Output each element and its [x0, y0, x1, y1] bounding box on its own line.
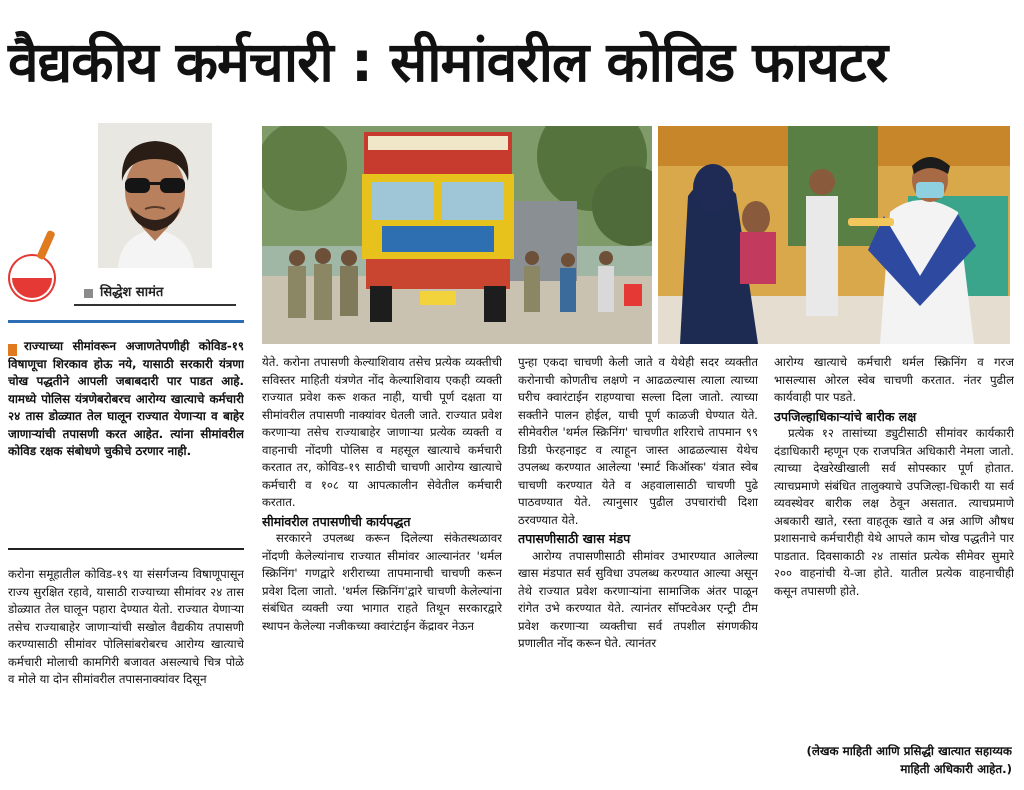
health-screening-photo [658, 126, 1010, 344]
column-2-paragraph-2: सरकारने उपलब्ध करून दिलेल्या संकेतस्थळावर नोंदणी केलेल्यांनाच राज्यात सीमांवर आल्यानंतर 'थर्मल स्क्रिनिंग' गणद्वारे शरीराच्या तापमानाची चाचणी करून प्रवेश दिला जातो. 'थर्मल स्क्रिनिंग'द्वारे चाचणी केलेल्यांना संबंधित व्यक्ती ज्या भागात राहते तिथून सरकारद्वारे स्थापन केलेल्या नजीकच्या क्वारंटाईन केंद्रावर नेऊन [262, 531, 502, 633]
article-column-2 [262, 354, 502, 782]
author-photo [98, 123, 212, 268]
column-2-paragraph-1: येते. करोना तपासणी केल्याशिवाय तसेच प्रत्येक व्यक्तीची सविस्तर माहिती यंत्रणेत नोंद केल्याशिवाय एकही व्यक्ती राज्यात प्रवेश करू शकत नाही, याची पूर्ण दक्षता या सीमांवरील तपासणी नाक्यांवर घेतली जाते. राज्यात प्रवेश करणाऱ्या तसेच राज्याबाहेर जाणाऱ्या प्रत्येक व्यक्ती व वाहनाची नोंदणी पोलिस व महसूल खात्याचे कर्मचारी करतात तर, कोविड-१९ साठीची चाचणी आरोग्य खात्याचे कर्मचारी व १०८ या आपत्कालीन सेवेतील कर्मचारी करतात. [262, 355, 502, 509]
article-column-3 [518, 354, 758, 782]
byline-rule [74, 304, 236, 306]
author-credit-note: (लेखक माहिती आणि प्रसिद्धी खात्यात सहाय्यक माहिती अधिकारी आहेत.) [806, 744, 1012, 776]
article-column-1 [8, 566, 244, 780]
column-1-paragraph: करोना समूहातील कोविड-१९ या संसर्गजन्य विषाणूपासून राज्य सुरक्षित रहावे, यासाठी राज्याच्या सीमांवर २४ तास डोळ्यात तेल घालून पहारा देण्यात येतो. राज्यात येणाऱ्या तसेच राज्याबाहेर जाणाऱ्यांची सखोल वैद्यकीय तपासणी करण्यासाठी सीमांवर पोलिसांबरोबरच आरोग्य खात्याचे कर्मचारी मोलाची कामगिरी बजावत असल्याचे चित्र पोळे व मोले या दोन सीमांवरील तपासनाक्यांवर दिसून [8, 567, 244, 686]
lead-paragraph: राज्याच्या सीमांवरून अजाणतेपणीही कोविड-१९ विषाणूचा शिरकाव होऊ नये, यासाठी सरकारी यंत्रणा चोख पद्धतीने आपली जबाबदारी पार पाडत आहे. यामध्ये पोलिस यंत्रणेबरोबरच आरोग्य खात्याचे कर्मचारी २४ तास डोळ्यात तेल घालून राज्यात येणाऱ्या व बाहेर जाणाऱ्यांची तपासणी करत आहेत. त्यांना सीमांवरील कोविड रक्षक संबोधणे चुकीचे ठरणार नाही. [8, 339, 244, 458]
column-3-paragraph-1: पुन्हा एकदा चाचणी केली जाते व येथेही सदर व्यक्तीत करोनाची कोणतीच लक्षणे न आढळल्यास त्याला त्याच्या घरीच क्वारंटाईन राहण्याचा सल्ला दिला जातो. त्याच्या सक्तीने पालन होईल, याची पूर्ण काळजी घेण्यात येते. सीमेवरील 'थर्मल स्क्रिनिंग' चाचणीत शरिराचे तापमान ९९ डिग्री फेरहनाइट व त्याहून जास्त आढळल्यास येथेच उपलब्ध करण्यात आलेल्या 'स्मार्ट किऑस्क' यंत्रात स्वेब चाचणी करण्यात येते व अहवालासाठी चाचणी पुढे पाठवण्यात येते. त्यानुसार पुढील उपचारांची दिशा ठरवण्यात येते. [518, 355, 758, 527]
page-title: वैद्यकीय कर्मचारी : सीमांवरील कोविड फायटर [8, 30, 888, 94]
author-name: सिद्धेश सामंत [100, 285, 164, 300]
lead-bottom-rule [8, 548, 244, 550]
column-2-heading: सीमांवरील तपासणीची कार्यपद्धत [262, 513, 411, 529]
column-logo-icon [6, 228, 62, 306]
article-column-4 [774, 354, 1014, 684]
column-3-paragraph-2: आरोग्य तपासणीसाठी सीमांवर उभारण्यात आलेल्या खास मंडपात सर्व सुविधा उपलब्ध करण्यात आल्या असून तेथे राज्यात प्रवेश करणाऱ्यांना सामाजिक अंतर पाळून रांगेत उभे करण्यात येते. त्यानंतर सॉफ्टवेअर एन्ट्री टीम प्रवेश करणाऱ्या व्यक्तीचा सर्व तपशील संगणकीय प्रणालीत नोंद करून घेते. त्यानंतर [518, 548, 758, 650]
column-3-heading: तपासणीसाठी खास मंडप [518, 531, 631, 546]
lead-top-rule [8, 320, 244, 323]
border-checkpoint-truck-photo [262, 126, 652, 344]
byline-square-icon [84, 289, 93, 298]
column-4-heading: उपजिल्हाधिकाऱ्यांचे बारीक लक्ष [774, 408, 917, 424]
column-4-paragraph-1: आरोग्य खात्याचे कर्मचारी थर्मल स्क्रिनिंग व गरज भासल्यास ओरल स्वेब चाचणी करतात. नंतर पुढील कार्यवाही पार पडते. [774, 355, 1014, 404]
column-4-paragraph-2: प्रत्येक १२ तासांच्या ड्युटीसाठी सीमांवर कार्यकारी दंडाधिकारी म्हणून एक राजपत्रित अधिकारी नेमला जातो. त्याच्या देखरेखीखाली सर्व सोपस्कार पूर्ण होतात. त्याचप्रमाणे संबंधित तालुक्याचे उपजिल्हा-धिकारी या सर्व व्यवस्थेवर बारीक लक्ष ठेवून असतात. त्याचप्रमाणे अबकारी खाते, रस्ता वाहतूक खाते व अन्न आणि औषध प्रशासनाचे कर्मचारीही येथे आपले काम चोख पद्धतीने पार पाडतात. दिवसाकाठी २४ तासांत प्रत्येक सीमेवर सुमारे २०० वाहनांची ये-जा होते. यातील प्रत्येक वाहनाचीही कसून तपासणी होते. [774, 426, 1014, 598]
